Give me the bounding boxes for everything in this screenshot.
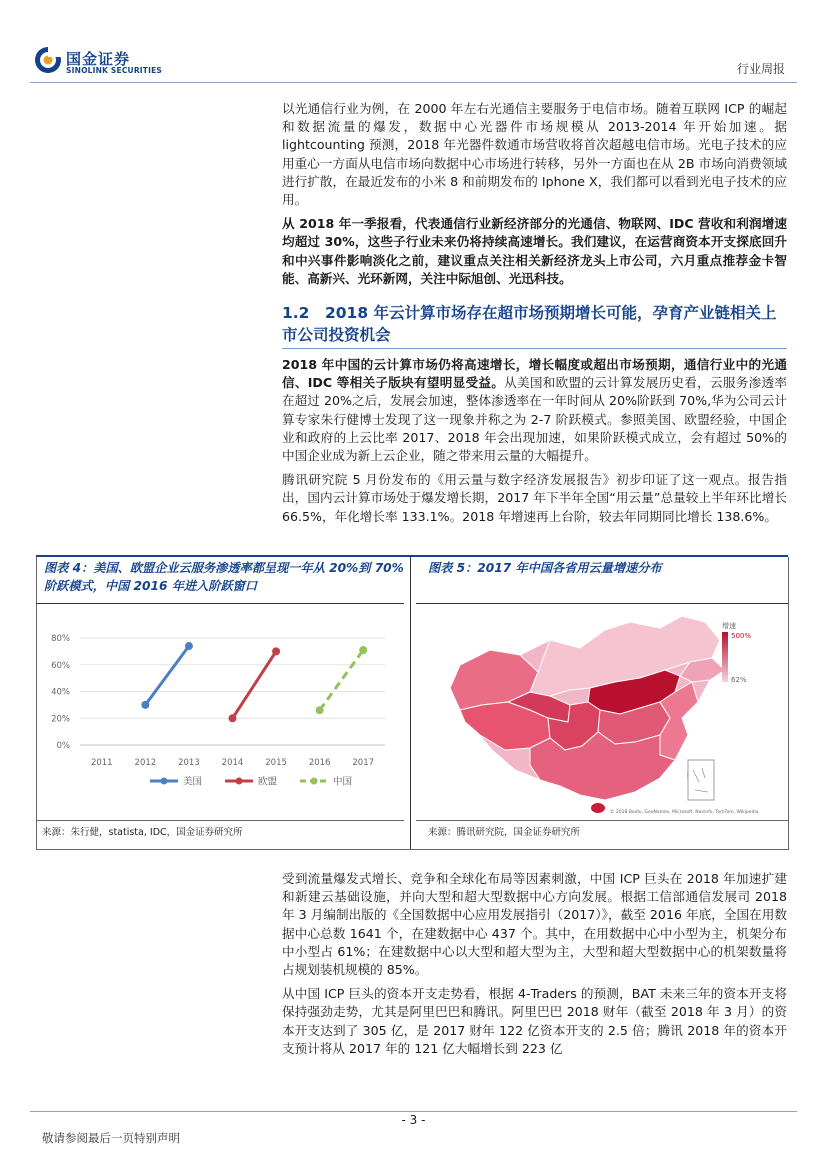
paragraph-3-rest: 从美国和欧盟的云计算发展历史看，云服务渗透率在超过 20%之后，发展会加速，整体渗透率在一年时间从 20%阶跃到 70%,华为公司云计算专家朱行健博士发现了这一现象并称之为 2-7 阶跃模式。参照美国、欧盟经验，中国企业和政府的上云比率 2017、2018 年会出现加速，如果阶跃模式成立，会有超过 50%的中国企业成为新上云企业，随之带来用云量的大幅提升。 [282,375,787,464]
series-point [272,647,280,655]
figure-left-edge [36,557,37,850]
body-text-bottom [282,870,787,1064]
paragraph-6: 从中国 ICP 巨头的资本开支走势看，根据 4-Traders 的预测，BAT 未来三年的资本开支将保持强劲走势，尤其是阿里巴巴和腾讯。阿里巴巴 2018 财年（截至 2018 年 3 月）的资本开支达到了 305 亿，是 2017 财年 122 亿资本开支的 2.5 倍；腾讯 2018 年的资本开支预计将从 2017 年的 121 亿大幅增长到 223 亿 [282,986,787,1056]
x-tick-label: 2013 [178,758,200,768]
series-point [185,642,193,650]
map-legend-low: 62% [731,676,747,684]
figure4-source: 来源：朱行健，statista, IDC，国金证券研究所 [42,827,243,838]
header-rule [30,82,797,83]
figure4-source-rule [36,820,404,821]
y-tick-label: 0% [56,741,70,751]
x-tick-label: 2012 [134,758,157,768]
series-point [316,706,324,714]
x-tick-label: 2014 [221,758,244,768]
figure5-source-rule [416,820,788,821]
legend-marker [311,778,318,785]
legend-label: 欧盟 [258,776,278,788]
footer-rule [30,1111,797,1112]
logo-text-cn: 国金证券 [66,50,131,68]
map-inset-box [688,760,714,800]
series-point [141,701,149,709]
figure-right-edge [788,557,789,850]
figure5-title: 图表 5：2017 年中国各省用云量增速分布 [428,561,662,575]
figure4-line-chart [40,610,406,815]
paragraph-1: 以光通信行业为例，在 2000 年左右光通信主要服务于电信市场。随着互联网 ICP 的崛起和数据流量的爆发，数据中心光器件市场规模从 2013-2014 年开始加速。据 lightcounting 预测，2018 年光器件数通市场营收将首次超越电信市场。光电子技术的应用重心一方面从电信市场向数据中心市场进行转移，另外一方面也在从 2B 市场向消费领域进行扩散，在最近发布的小米 8 和前期发布的 Iphone X，我们都可以看到光电子技术的应用。 [282,101,787,208]
figure-separator [410,557,411,850]
paragraph-2: 从 2018 年一季报看，代表通信行业新经济部分的光通信、物联网、IDC 营收和利润增速均超过 30%，这些子行业未来仍将持续高速增长。我们建议，在运营商资本开支探底回升和中兴事件影响淡化之前，建议重点关注相关新经济龙头上市公司，六月重点推荐金卡智能、高新兴、光环新网，关注中际旭创、光迅科技。 [282,216,787,286]
legend-marker [161,778,168,785]
x-tick-label: 2015 [265,758,287,768]
chart-y-ticks [51,634,70,751]
chart-series [141,642,367,722]
section-heading: 1.2 2018 年云计算市场存在超市场预期增长可能，孕育产业链相关上市公司投资机会 [282,304,777,344]
map-legend-title: 增速 [722,622,736,630]
chart-gridlines [80,638,385,745]
page-number: - 3 - [401,1113,426,1127]
x-tick-label: 2017 [352,758,375,768]
series-point [229,714,237,722]
report-type: 行业周报 [736,62,785,76]
legend-label: 中国 [333,776,353,788]
paragraph-5: 受到流量爆发式增长、竞争和全球化布局等因素刺激，中国 ICP 巨头在 2018 年加速扩建和新建云基础设施，并向大型和超大型数据中心方向发展。根据工信部通信发展司 2018 年 3 月编制出版的《全国数据中心应用发展指引（2017）》，截至 2016 年底，全国在用数据中心总数 1641 个，在建数据中心 437 个。其中，在用数据中心中小型为主，机架分布中小型占 61%；在建数据中心以大型和超大型为主，大型和超大型数据中心的机架数量将占规划装机规模的 85%。 [282,871,787,978]
y-tick-label: 40% [51,687,70,698]
x-tick-label: 2016 [308,758,331,768]
section-rule [282,348,787,349]
map-legend-high: 500% [731,632,752,640]
figure4-title-rule [36,603,404,604]
map-region-south [530,732,675,800]
footer-disclaimer: 敬请参阅最后一页特别声明 [42,1131,180,1145]
chart-x-ticks [91,758,374,768]
figure4-title: 图表 4：美国、欧盟企业云服务渗透率都呈现一年从 20%到 70%阶跃模式，中国 2016 年进入阶跃窗口 [44,561,404,593]
body-text-top [282,100,787,294]
figure5-china-map [420,610,784,818]
series-line [320,650,364,710]
series-point [359,646,367,654]
figure5-source: 来源：腾讯研究院，国金证券研究所 [428,827,581,838]
map-legend-gradient [722,632,728,682]
y-tick-label: 20% [51,714,70,725]
y-tick-label: 60% [51,660,70,671]
legend-label: 美国 [183,776,203,788]
y-tick-label: 80% [51,634,70,644]
figure-top-rule [36,555,788,557]
series-line [233,651,277,718]
logo-icon [34,46,62,74]
x-tick-label: 2011 [90,758,113,768]
figure5-title-rule [416,603,788,604]
body-text-mid [282,356,787,532]
series-line [145,646,189,705]
paragraph-4: 腾讯研究院 5 月份发布的《用云量与数字经济发展报告》初步印证了这一观点。报告指出，国内云计算市场处于爆发增长期，2017 年下半年全国“用云量”总量较上半年环比增长 66.5%，年化增长率 133.1%。2018 年增速再上台阶，较去年同期同比增长 138.6%。 [282,472,787,524]
logo-text-en: SINOLINK SECURITIES [66,66,163,75]
paragraph-3 [282,356,787,465]
map-copyright: © 2018 Baidu, GeoNames, Microsoft, Navinfo, TomTom, Wikipedia [610,810,759,815]
chart-legend [150,776,352,788]
legend-marker [236,778,243,785]
map-region-hainan [591,803,605,813]
paragraph-3-bold: 2018 年中国的云计算市场仍将高速增长，增长幅度或超出市场预期，通信行业中的光通信、IDC 等相关子版块有望明显受益。 [282,357,787,391]
figure-bottom-rule [36,849,788,850]
